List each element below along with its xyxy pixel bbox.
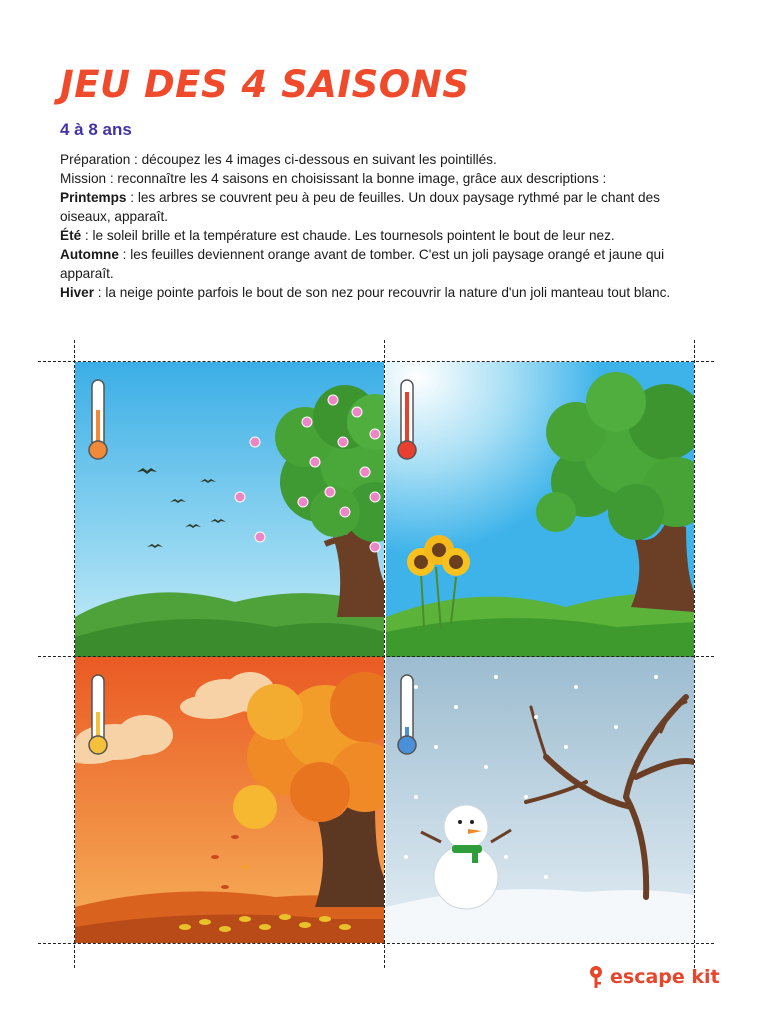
season-label: Hiver: [60, 285, 95, 300]
season-label: Printemps: [60, 190, 127, 205]
season-desc-autumn: [60, 245, 710, 283]
autumn-card[interactable]: [75, 657, 384, 943]
thermometer-icon: [89, 675, 107, 754]
season-desc-summer: [60, 226, 710, 245]
spring-card[interactable]: [75, 362, 384, 657]
season-label: Automne: [60, 247, 119, 262]
winter-card[interactable]: [386, 657, 694, 943]
mission-text: Mission : reconnaître les 4 saisons en choisissant la bonne image, grâce aux descriptions :: [60, 171, 607, 186]
cut-line-top: [38, 361, 714, 362]
page-title: JEU DES 4 SAISONS: [60, 63, 470, 106]
instructions: [60, 150, 710, 302]
preparation-text: Préparation : découpez les 4 images ci-dessous en suivant les pointillés.: [60, 152, 497, 167]
brand-name: escape kit: [610, 966, 720, 988]
thermometer-icon: [398, 380, 416, 459]
summer-card[interactable]: [386, 362, 694, 657]
thermometer-icon: [398, 675, 416, 754]
autumn-tree-foliage: [233, 672, 384, 829]
season-text: : les feuilles deviennent orange avant de tomber. C'est un joli paysage orangé et jaune qui apparaît.: [60, 247, 665, 281]
season-text: : la neige pointe parfois le bout de son nez pour recouvrir la nature d'un joli manteau tout blanc.: [94, 285, 671, 300]
thermometer-icon: [89, 380, 107, 459]
cut-line-bottom: [38, 943, 714, 944]
cut-line-left: [74, 340, 75, 968]
season-desc-winter: [60, 283, 710, 302]
season-text: : le soleil brille et la température est chaude. Les tournesols pointent le bout de leur nez.: [81, 228, 615, 243]
key-icon: [588, 965, 604, 989]
cut-line-right: [694, 340, 695, 968]
brand-logo: [588, 965, 720, 989]
cut-line-middle: [38, 656, 714, 657]
season-label: Été: [60, 228, 82, 243]
age-range: 4 à 8 ans: [60, 120, 132, 139]
season-text: : les arbres se couvrent peu à peu de feuilles. Un doux paysage rythmé par le chant des oiseaux, apparaît.: [60, 190, 660, 224]
cut-line-center: [384, 340, 385, 968]
season-desc-spring: [60, 188, 710, 226]
